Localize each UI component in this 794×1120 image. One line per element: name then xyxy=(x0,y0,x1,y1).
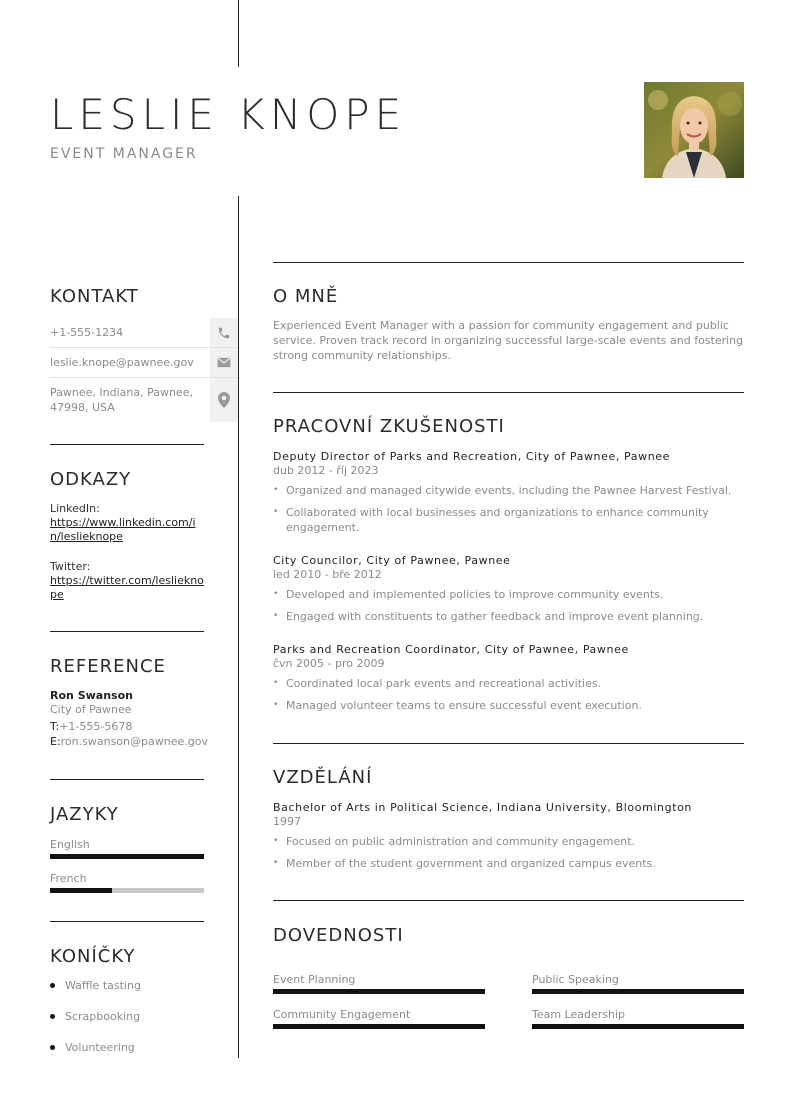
education-bullet: • Focused on public administration and community engagement. xyxy=(273,834,744,849)
contact-heading: KONTAKT xyxy=(50,286,139,307)
envelope-icon xyxy=(210,348,238,377)
hobby-label: Scrapbooking xyxy=(65,1010,141,1023)
hobby-label: Waffle tasting xyxy=(65,979,141,992)
candidate-title: EVENT MANAGER xyxy=(50,146,198,162)
job-entry xyxy=(273,643,744,720)
education-degree: Bachelor of Arts in Political Science, Indiana University, Bloomington xyxy=(273,801,693,814)
sidebar-divider xyxy=(50,921,204,922)
job-entry xyxy=(273,450,744,542)
hobbies-list xyxy=(50,970,204,1063)
about-text: Experienced Event Manager with a passion for community engagement and public service. Proven track record in organizing successful large-scale events and fostering strong community relationships. xyxy=(273,319,744,362)
about-heading: O MNĚ xyxy=(273,286,339,307)
job-bullets xyxy=(273,587,744,624)
link-label: Twitter: xyxy=(50,560,91,573)
skill-level-fill xyxy=(532,1024,744,1029)
skill-level-bar xyxy=(273,1024,485,1029)
skill-level-bar xyxy=(532,1024,744,1029)
job-dates: led 2010 - bře 2012 xyxy=(273,568,382,581)
language-item xyxy=(50,872,204,893)
hobby-item xyxy=(50,1001,204,1032)
language-item xyxy=(50,838,204,859)
skill-item xyxy=(273,973,485,994)
languages-heading: JAZYKY xyxy=(50,804,119,825)
skills-heading: DOVEDNOSTI xyxy=(273,925,404,946)
job-bullets xyxy=(273,483,744,535)
twitter-url[interactable]: https://twitter.com/leslieknope xyxy=(50,574,204,601)
language-level-fill xyxy=(50,854,204,859)
sidebar-divider xyxy=(50,444,204,445)
link-label: LinkedIn: xyxy=(50,502,100,515)
sidebar-divider xyxy=(50,779,204,780)
top-divider-line xyxy=(238,0,239,67)
job-bullet: • Coordinated local park events and recreational activities. xyxy=(273,676,744,691)
contact-address: Pawnee, Indiana, Pawnee, 47998, USA xyxy=(50,386,193,414)
links-heading: ODKAZY xyxy=(50,469,132,490)
language-name: French xyxy=(50,872,87,885)
education-heading: VZDĚLÁNÍ xyxy=(273,767,373,788)
hobby-item xyxy=(50,1032,204,1063)
reference-heading: REFERENCE xyxy=(50,656,166,677)
reference-email-line xyxy=(50,734,208,749)
skill-name: Team Leadership xyxy=(532,1008,626,1021)
language-level-bar xyxy=(50,888,204,893)
link-twitter xyxy=(50,560,204,602)
link-linkedin xyxy=(50,502,204,544)
language-level-fill xyxy=(50,888,112,893)
contact-email-row xyxy=(50,348,238,378)
job-title: Deputy Director of Parks and Recreation, City of Pawnee, Pawnee xyxy=(273,450,671,463)
skill-name: Public Speaking xyxy=(532,973,619,986)
contact-phone[interactable]: +1-555-1234 xyxy=(50,326,124,339)
hobby-item xyxy=(50,970,204,1001)
job-title: City Councilor, City of Pawnee, Pawnee xyxy=(273,554,511,567)
section-divider xyxy=(273,743,744,744)
reference-phone-label: T: xyxy=(50,720,60,733)
reference-phone-line xyxy=(50,719,204,734)
contact-list xyxy=(50,318,238,422)
skill-item xyxy=(273,1008,485,1029)
contact-address-row xyxy=(50,378,238,422)
profile-photo xyxy=(644,82,744,178)
job-dates: čvn 2005 - pro 2009 xyxy=(273,657,385,670)
skill-level-bar xyxy=(532,989,744,994)
skill-name: Community Engagement xyxy=(273,1008,411,1021)
reference-email[interactable]: ron.swanson@pawnee.gov xyxy=(60,735,208,748)
bullet-icon xyxy=(50,1045,55,1050)
reference-name: Ron Swanson xyxy=(50,689,133,702)
skill-level-fill xyxy=(273,1024,485,1029)
section-divider xyxy=(273,900,744,901)
skill-level-fill xyxy=(273,989,485,994)
education-year: 1997 xyxy=(273,815,301,828)
job-bullets xyxy=(273,676,744,713)
job-bullet: • Developed and implemented policies to improve community events. xyxy=(273,587,744,602)
language-name: English xyxy=(50,838,90,851)
sidebar-divider xyxy=(50,631,204,632)
education-bullets xyxy=(273,834,744,871)
skill-name: Event Planning xyxy=(273,973,356,986)
hobby-label: Volunteering xyxy=(65,1041,135,1054)
job-bullet: • Collaborated with local businesses and organizations to enhance community engagement. xyxy=(273,505,744,535)
section-divider xyxy=(273,262,744,263)
language-level-bar xyxy=(50,854,204,859)
job-bullet: • Organized and managed citywide events, including the Pawnee Harvest Festival. xyxy=(273,483,744,498)
location-pin-icon xyxy=(210,378,238,422)
job-bullet: • Managed volunteer teams to ensure successful event execution. xyxy=(273,698,744,713)
bullet-icon xyxy=(50,983,55,988)
job-title: Parks and Recreation Coordinator, City of Pawnee, Pawnee xyxy=(273,643,629,656)
skill-item xyxy=(532,1008,744,1029)
reference-org: City of Pawnee xyxy=(50,703,132,716)
job-dates: dub 2012 - říj 2023 xyxy=(273,464,379,477)
skill-level-bar xyxy=(273,989,485,994)
reference-email-label: E: xyxy=(50,735,61,748)
reference-block xyxy=(50,689,208,749)
education-entry xyxy=(273,801,744,878)
column-divider-line xyxy=(238,196,239,1058)
skill-level-fill xyxy=(532,989,744,994)
candidate-name: LESLIE KNOPE xyxy=(50,90,407,139)
experience-heading: PRACOVNÍ ZKUŠENOSTI xyxy=(273,416,505,437)
hobbies-heading: KONÍČKY xyxy=(50,946,136,967)
contact-phone-row xyxy=(50,318,238,348)
contact-email[interactable]: leslie.knope@pawnee.gov xyxy=(50,356,194,369)
bullet-icon xyxy=(50,1014,55,1019)
linkedin-url[interactable]: https://www.linkedin.com/in/leslieknope xyxy=(50,516,196,543)
education-bullet: • Member of the student government and organized campus events. xyxy=(273,856,744,871)
section-divider xyxy=(273,392,744,393)
reference-phone[interactable]: +1-555-5678 xyxy=(59,720,133,733)
phone-icon xyxy=(210,318,238,347)
job-bullet: • Engaged with constituents to gather feedback and improve event planning. xyxy=(273,609,744,624)
job-entry xyxy=(273,554,744,631)
skill-item xyxy=(532,973,744,994)
